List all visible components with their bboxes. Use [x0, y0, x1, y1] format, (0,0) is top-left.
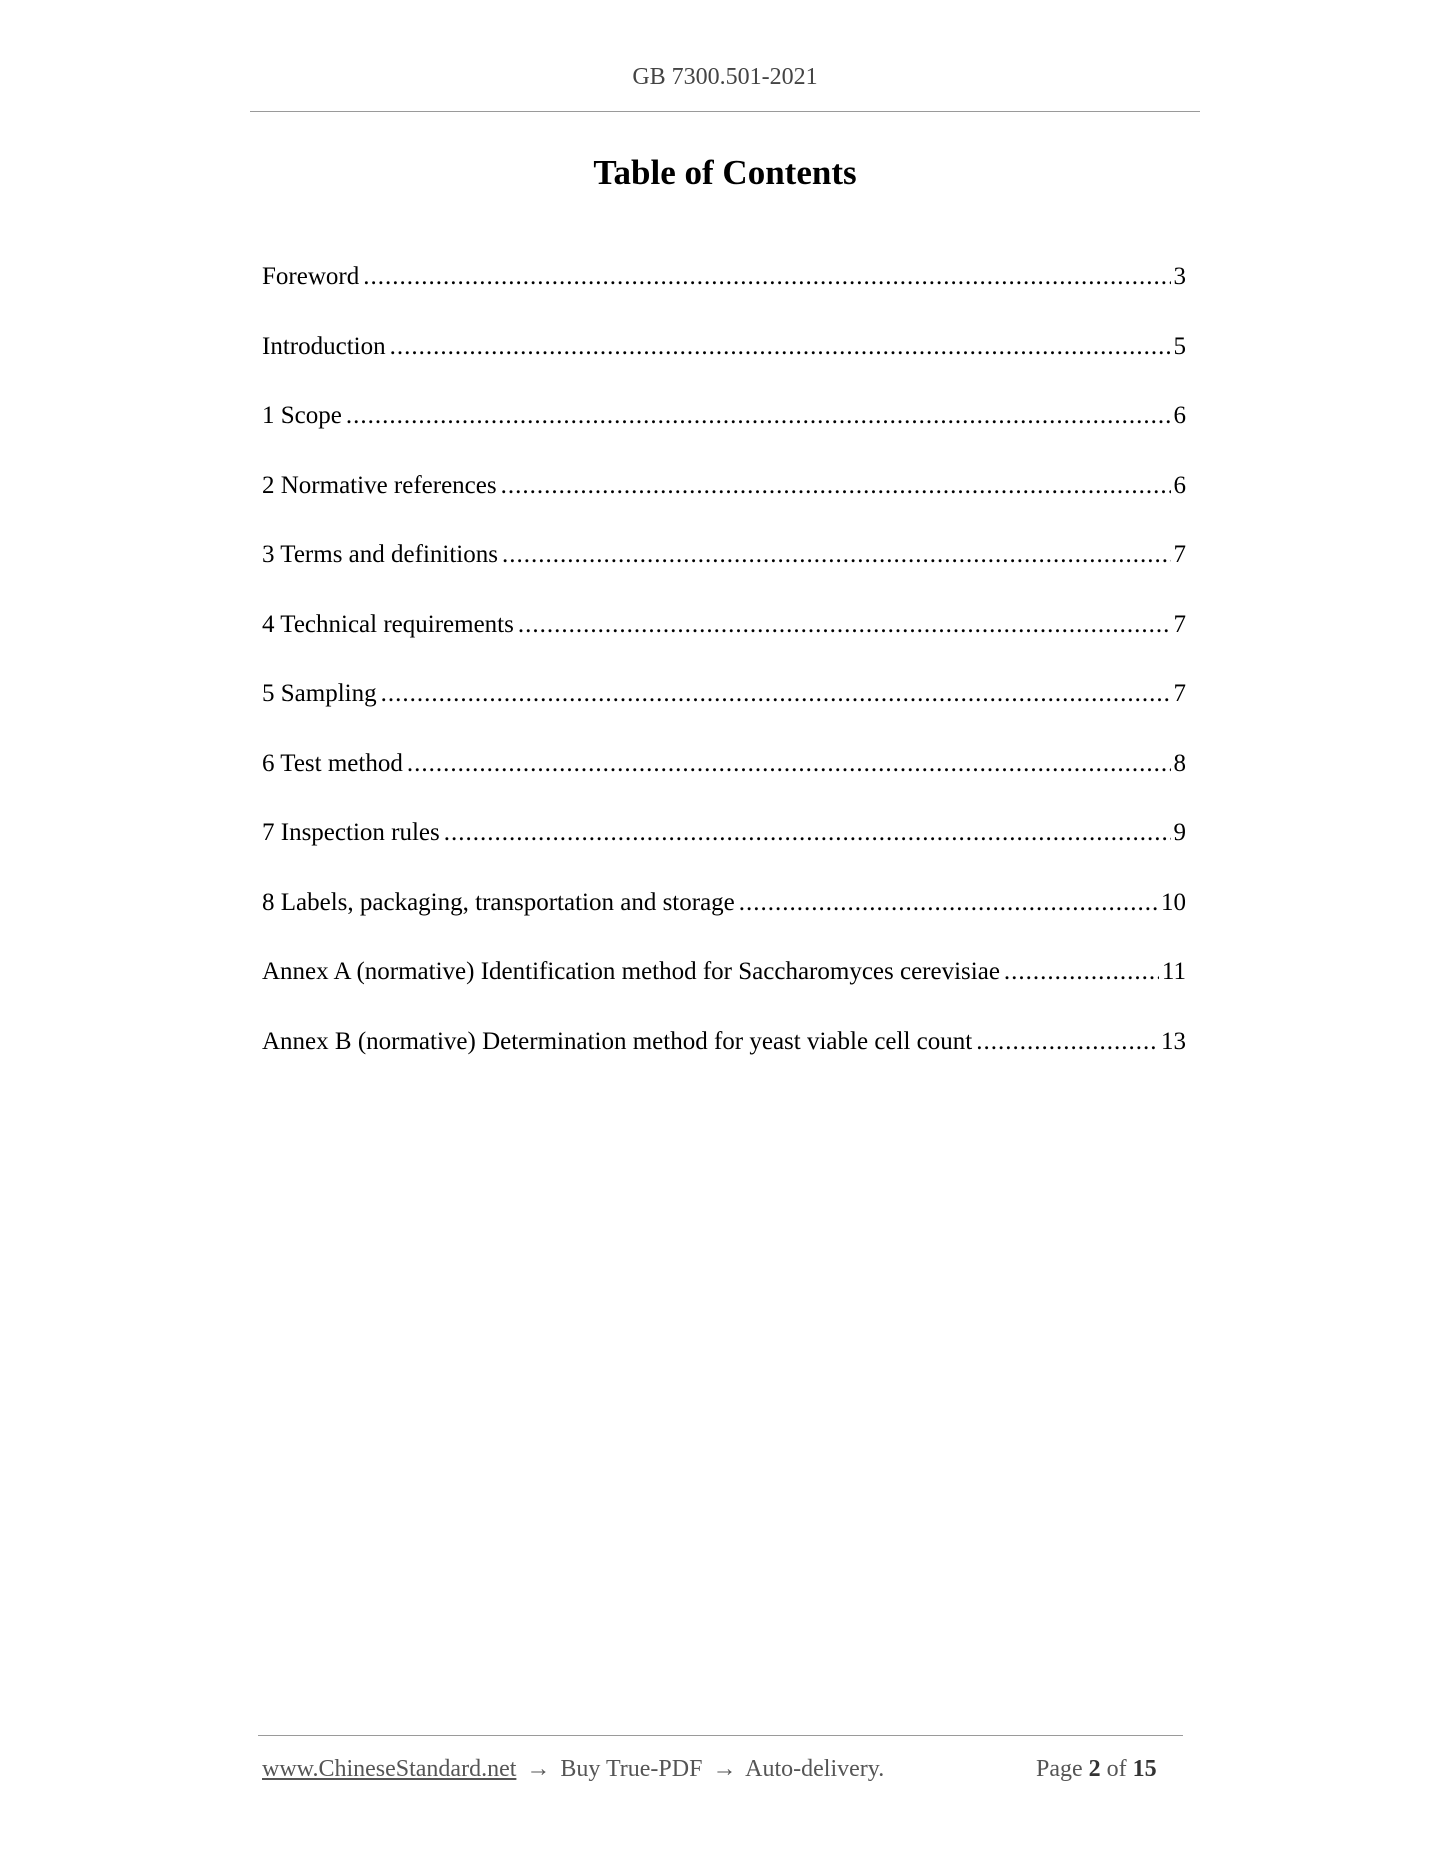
page-word: Page [1036, 1756, 1083, 1782]
toc-entry-label: 4 Technical requirements [262, 610, 514, 638]
toc-dot-leader [363, 263, 1170, 291]
footer-step-delivery: Auto-delivery. [745, 1756, 885, 1782]
toc-entry-label: 6 Test method [262, 749, 403, 777]
of-word: of [1106, 1756, 1127, 1782]
toc-entry-labels-packaging[interactable] [262, 889, 1186, 959]
site-link[interactable]: www.ChineseStandard.net [262, 1756, 517, 1782]
toc-entry-label: Introduction [262, 332, 386, 360]
toc-entry-inspection-rules[interactable] [262, 819, 1186, 889]
total-pages-number: 15 [1132, 1756, 1157, 1782]
toc-dot-leader [1004, 958, 1159, 986]
toc-entry-terms-and-definitions[interactable] [262, 541, 1186, 611]
toc-entry-annex-b[interactable] [262, 1028, 1186, 1098]
toc-entry-label: Annex A (normative) Identification method for Saccharomyces cerevisiae [262, 958, 1000, 985]
toc-dot-leader [518, 611, 1171, 639]
toc-dot-leader [390, 333, 1171, 361]
toc-entry-page: 6 [1173, 471, 1186, 499]
toc-entry-sampling[interactable] [262, 680, 1186, 750]
toc-entry-page: 11 [1161, 958, 1186, 985]
toc-entry-page: 6 [1173, 402, 1186, 429]
toc-entry-label: 7 Inspection rules [262, 819, 440, 846]
toc-entry-normative-references[interactable] [262, 472, 1186, 542]
toc-entry-label: 2 Normative references [262, 471, 497, 499]
toc-dot-leader [346, 402, 1171, 430]
header-divider [250, 111, 1200, 112]
toc-entry-page: 7 [1173, 541, 1186, 568]
toc-entry-page: 5 [1173, 332, 1186, 360]
toc-entry-label: Foreword [262, 263, 360, 290]
toc-entry-technical-requirements[interactable] [262, 611, 1186, 681]
toc-dot-leader [502, 541, 1171, 569]
footer-step-buy: Buy True-PDF [560, 1756, 703, 1782]
page-indicator [1036, 1756, 1157, 1783]
arrow-right-icon: → [526, 1756, 551, 1782]
running-header: GB 7300.501-2021 [632, 64, 818, 90]
footer-promo [262, 1756, 884, 1783]
toc-entry-label: 1 Scope [262, 402, 342, 429]
toc-dot-leader [976, 1028, 1158, 1056]
toc-entry-scope[interactable] [262, 402, 1186, 472]
toc-entry-page: 10 [1161, 888, 1186, 916]
toc-entry-page: 9 [1173, 819, 1186, 846]
toc-list [262, 263, 1186, 1097]
current-page-number: 2 [1088, 1756, 1101, 1782]
arrow-right-icon: → [712, 1756, 737, 1782]
toc-entry-page: 13 [1161, 1027, 1186, 1055]
toc-entry-label: 8 Labels, packaging, transportation and storage [262, 888, 735, 916]
toc-entry-page: 8 [1173, 749, 1186, 777]
toc-title: Table of Contents [593, 153, 857, 192]
toc-entry-introduction[interactable] [262, 333, 1186, 403]
toc-dot-leader [407, 750, 1171, 778]
toc-entry-label: Annex B (normative) Determination method for yeast viable cell count [262, 1027, 973, 1055]
footer-divider [258, 1735, 1183, 1736]
toc-dot-leader [444, 819, 1171, 847]
toc-dot-leader [381, 680, 1171, 708]
toc-dot-leader [501, 472, 1171, 500]
toc-entry-foreword[interactable] [262, 263, 1186, 333]
toc-dot-leader [739, 889, 1158, 917]
toc-entry-page: 7 [1173, 610, 1186, 638]
toc-entry-page: 7 [1173, 680, 1186, 707]
toc-entry-page: 3 [1173, 263, 1186, 290]
toc-entry-annex-a[interactable] [262, 958, 1186, 1028]
toc-entry-test-method[interactable] [262, 750, 1186, 820]
toc-entry-label: 3 Terms and definitions [262, 541, 498, 568]
toc-entry-label: 5 Sampling [262, 680, 377, 707]
